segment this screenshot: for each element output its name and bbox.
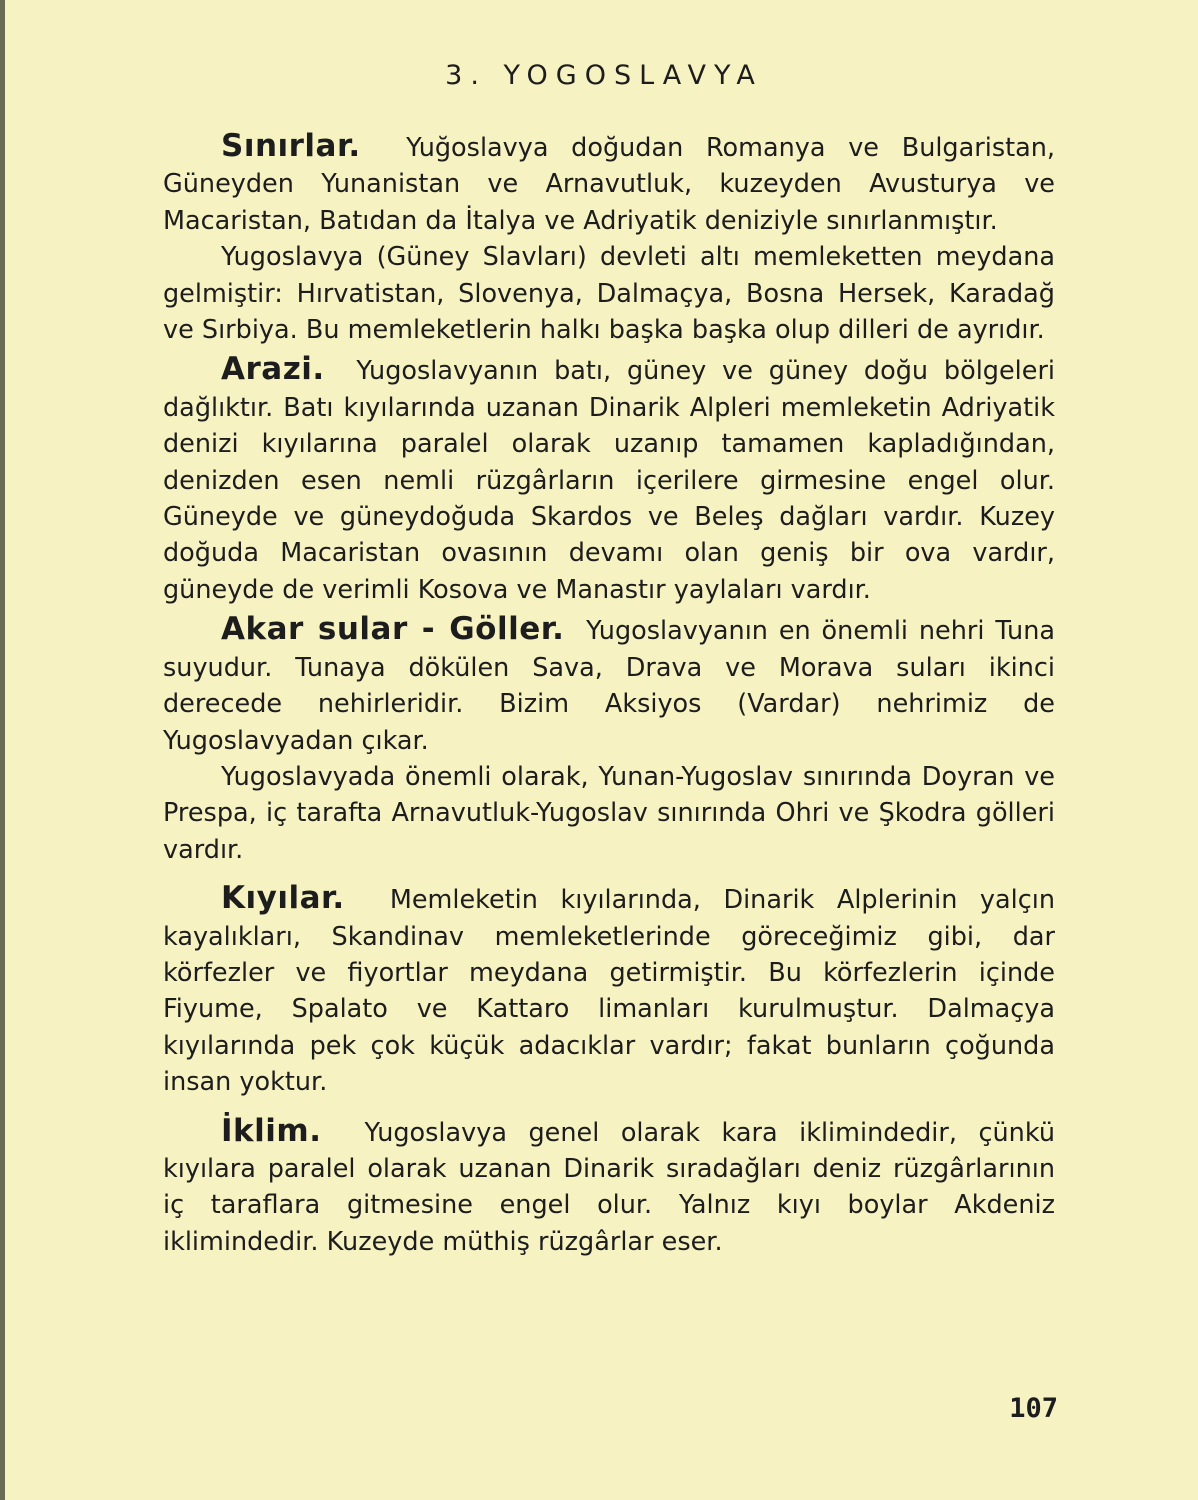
heading-akar-sular: Akar sular - Göller.: [221, 611, 565, 648]
para-iklim-1: Yugoslavya genel olarak kara iklimindedir, çünkü kıyılara paralel olarak uzanan Dinarik sıradağları deniz rüzgârlarının iç taraflara gitmesine engel olur. Yalnız kıyı boylar Akdeniz iklimindedir. Kuzeyde müthiş rüzgârlar eser.: [163, 1117, 1055, 1257]
para-akar-sular-2: Yugoslavyada önemli olarak, Yunan-Yugoslav sınırında Doyran ve Prespa, iç tarafta Arnavutluk-Yugoslav sınırında Ohri ve Şkodra gölleri vardır.: [163, 761, 1055, 865]
para-sinirlar-2: Yugoslavya (Güney Slavları) devleti altı memleketten meydana gelmiştir: Hırvatistan, Slovenya, Dalmaçya, Bosna Hersek, Karadağ ve Sırbiya. Bu memleketlerin halkı başka başka olup dilleri de ayrıdır.: [163, 242, 1055, 346]
heading-iklim: İklim.: [221, 1112, 322, 1149]
section-arazi: [163, 351, 1055, 608]
page-edge: [0, 0, 5, 1500]
heading-kiyilar: Kıyılar.: [221, 880, 345, 917]
section-sinirlar-intro: [163, 128, 1055, 239]
section-iklim: [163, 1113, 1055, 1261]
page-number: 107: [1009, 1393, 1058, 1424]
page-body: [163, 128, 1055, 1260]
para-akar-sular-1: Yugoslavyanın en önemli nehri Tuna suyudur. Tunaya dökülen Sava, Drava ve Morava suları ikinci derecede nehirleridir. Bizim Aksiyos (Vardar) nehrimiz de Yugoslavyadan çıkar.: [163, 616, 1055, 756]
para-sinirlar-1: Yuğoslavya doğudan Romanya ve Bulgaristan, Güneyden Yunanistan ve Arnavutluk, kuzeyden Avusturya ve Macaristan, Batıdan da İtalya ve Adriyatik deniziyle sınırlanmıştır.: [163, 133, 1055, 236]
heading-sinirlar: Sınırlar.: [221, 128, 361, 164]
section-akar-sular: [163, 611, 1055, 759]
para-kiyilar-1: Memleketin kıyılarında, Dinarik Alplerinin yalçın kayalıkları, Skandinav memleketlerinde göreceğimiz gibi, dar körfezler ve fiyortlar meydana getirmiştir. Bu körfezlerin içinde Fiyume, Spalato ve Kattaro limanları kurulmuştur. Dalmaçya kıyılarında pek çok küçük adacıklar vardır; fakat bunların çoğunda insan yoktur.: [163, 885, 1055, 1098]
heading-arazi: Arazi.: [221, 351, 325, 388]
section-kiyilar: [163, 880, 1055, 1100]
chapter-title: 3. YOGOSLAVYA: [445, 60, 763, 91]
para-arazi-1: Yugoslavyanın batı, güney ve güney doğu bölgeleri dağlıktır. Batı kıyılarında uzanan Dinarik Alpleri memleketin Adriyatik denizi kıyılarına paralel olarak uzanıp tamamen kapladığından, denizden esen nemli rüzgârların içerilere girmesine engel olur. Güneyde ve güneydoğuda Skardos ve Beleş dağları vardır. Kuzey doğuda Macaristan ovasının devamı olan geniş bir ova vardır, güneyde de verimli Kosova ve Manastır yaylaları vardır.: [163, 356, 1056, 605]
